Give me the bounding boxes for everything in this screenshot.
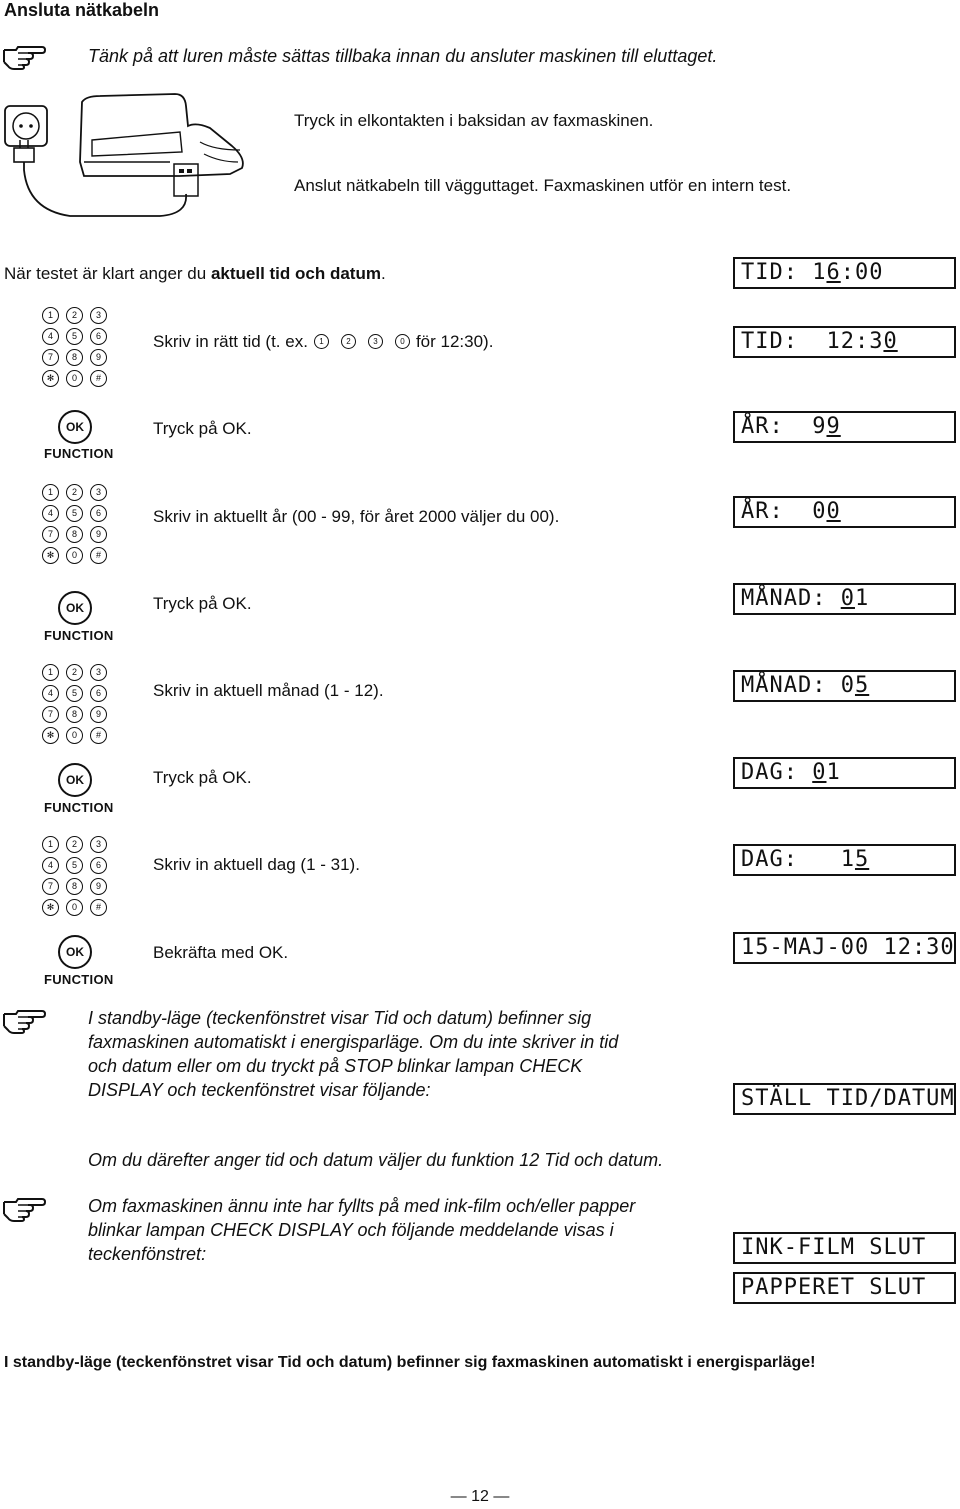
keypad-key-icon: 2 [66,484,83,501]
ok-button-icon: OK [58,591,92,625]
keypad-icon [42,836,114,916]
function-label: FUNCTION [44,446,114,461]
keypad-key-icon: 1 [42,484,59,501]
keypad-key-icon: # [90,547,107,564]
note-standby-line: faxmaskinen automatiskt i energisparläge. Om du inte skriver in tid [88,1032,619,1052]
lcd-dag-01: DAG: 01 [733,757,956,789]
lcd-manad-01: MÅNAD: 01 [733,583,956,615]
pointing-hand-icon [2,42,46,70]
key-2-icon: 2 [341,334,356,349]
step-day: Skriv in aktuell dag (1 - 31). [153,855,360,874]
keypad-key-icon: 8 [66,706,83,723]
note-standby-line: och datum eller om du tryckt på STOP blinkar lampan CHECK [88,1056,583,1076]
note-ink-paper-line: blinkar lampan CHECK DISPLAY och följande meddelande visas i [88,1220,614,1240]
keypad-key-icon: 6 [90,328,107,345]
keypad-key-icon: 9 [90,526,107,543]
step-time: Skriv in rätt tid (t. ex. 1 2 3 0 för 12:30). [153,332,494,351]
keypad-key-icon: 3 [90,664,107,681]
keypad-key-icon: 8 [66,878,83,895]
pointing-hand-icon [2,1006,46,1034]
pointing-hand-icon [2,1194,46,1222]
keypad-key-icon: 7 [42,349,59,366]
note-function-12: Om du därefter anger tid och datum väljer du funktion 12 Tid och datum. [88,1150,664,1170]
keypad-key-icon: 9 [90,878,107,895]
keypad-key-icon: 7 [42,526,59,543]
note-handset: Tänk på att luren måste sättas tillbaka innan du ansluter maskinen till eluttaget. [88,46,718,66]
keypad-key-icon: ✻ [42,727,59,744]
keypad-icon [42,664,114,744]
keypad-key-icon: 3 [90,836,107,853]
note-standby-line: I standby-läge (teckenfönstret visar Tid och datum) befinner sig [88,1008,592,1028]
keypad-key-icon: ✻ [42,370,59,387]
note-standby [88,1006,618,1102]
keypad-icon [42,484,114,564]
keypad-key-icon: 5 [66,857,83,874]
note-ink-paper-line: teckenfönstret: [88,1244,207,1264]
keypad-key-icon: 0 [66,899,83,916]
step-ready: När testet är klart anger du aktuell tid och datum. [4,264,386,283]
note-standby-line: DISPLAY och teckenfönstret visar följande: [88,1080,431,1100]
keypad-key-icon: 4 [42,505,59,522]
keypad-key-icon: 8 [66,349,83,366]
keypad-key-icon: 7 [42,706,59,723]
keypad-icon [42,307,114,387]
keypad-key-icon: 5 [66,328,83,345]
lcd-ar-99: ÅR: 99 [733,411,956,443]
step-press-ok-2: Tryck på OK. [153,594,252,613]
step-confirm-ok: Bekräfta med OK. [153,943,289,962]
lcd-tid-1600: TID: 16:00 [733,257,956,289]
function-label: FUNCTION [44,628,114,643]
lcd-stall-tid-datum: STÄLL TID/DATUM [733,1083,956,1115]
keypad-key-icon: 6 [90,685,107,702]
function-label: FUNCTION [44,800,114,815]
keypad-key-icon: # [90,370,107,387]
keypad-key-icon: ✻ [42,547,59,564]
lcd-manad-05: MÅNAD: 05 [733,670,956,702]
keypad-key-icon: 6 [90,505,107,522]
keypad-key-icon: 1 [42,664,59,681]
keypad-key-icon: 1 [42,307,59,324]
keypad-key-icon: 2 [66,836,83,853]
step-press-ok-1: Tryck på OK. [153,419,252,438]
keypad-key-icon: 0 [66,727,83,744]
keypad-key-icon: 3 [90,307,107,324]
lcd-tid-1230: TID: 12:30 [733,326,956,358]
keypad-key-icon: 4 [42,328,59,345]
step-press-ok-3: Tryck på OK. [153,768,252,787]
keypad-key-icon: 5 [66,505,83,522]
keypad-key-icon: 7 [42,878,59,895]
keypad-key-icon: 3 [90,484,107,501]
lcd-ar-00: ÅR: 00 [733,496,956,528]
lcd-datetime: 15-MAJ-00 12:30 [733,932,956,964]
lcd-ink-film-slut: INK-FILM SLUT [733,1232,956,1264]
keypad-key-icon: 0 [66,547,83,564]
keypad-key-icon: 6 [90,857,107,874]
ok-button-icon: OK [58,410,92,444]
fax-power-cable-illustration [0,92,280,230]
keypad-key-icon: 2 [66,664,83,681]
keypad-key-icon: 9 [90,706,107,723]
key-1-icon: 1 [314,334,329,349]
function-label: FUNCTION [44,972,114,987]
keypad-key-icon: ✻ [42,899,59,916]
final-note: I standby-läge (teckenfönstret visar Tid och datum) befinner sig faxmaskinen automatiskt i energisparläge! [4,1354,816,1371]
ok-button-icon: OK [58,935,92,969]
step-wall: Anslut nätkabeln till vägguttaget. Faxmaskinen utför en intern test. [294,176,792,195]
keypad-key-icon: # [90,899,107,916]
keypad-key-icon: 4 [42,857,59,874]
keypad-key-icon: 2 [66,307,83,324]
keypad-key-icon: 1 [42,836,59,853]
lcd-dag-15: DAG: 15 [733,844,956,876]
note-ink-paper [88,1194,635,1266]
keypad-key-icon: 0 [66,370,83,387]
keypad-key-icon: 5 [66,685,83,702]
step-year: Skriv in aktuellt år (00 - 99, för året 2000 väljer du 00). [153,507,560,526]
page-number: — 12 — [450,1488,510,1505]
step-plug: Tryck in elkontakten i baksidan av faxmaskinen. [294,111,654,130]
step-month: Skriv in aktuell månad (1 - 12). [153,681,384,700]
keypad-key-icon: 4 [42,685,59,702]
ok-button-icon: OK [58,763,92,797]
note-ink-paper-line: Om faxmaskinen ännu inte har fyllts på med ink-film och/eller papper [88,1196,636,1216]
section-heading: Ansluta nätkabeln [4,0,160,20]
keypad-key-icon: 9 [90,349,107,366]
lcd-papperet-slut: PAPPERET SLUT [733,1272,956,1304]
key-3-icon: 3 [368,334,383,349]
keypad-key-icon: 8 [66,526,83,543]
key-0-icon: 0 [395,334,410,349]
keypad-key-icon: # [90,727,107,744]
